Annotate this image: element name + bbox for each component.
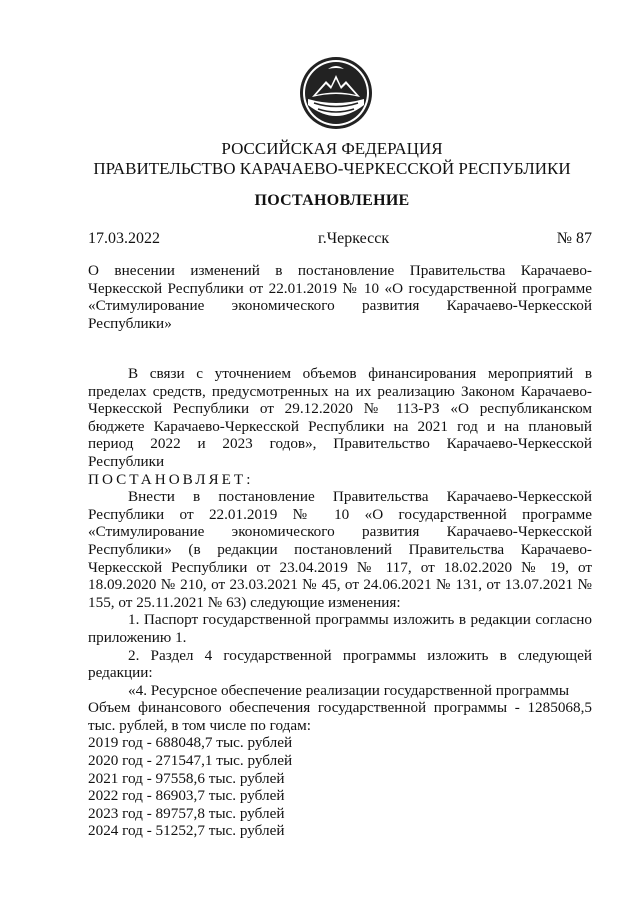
document-body [88,365,592,840]
document-type-title: ПОСТАНОВЛЕНИЕ [254,192,410,209]
paragraph-amendments: Внести в постановление Правительства Карачаево-Черкесской Республики от 22.01.2019 № 10 «О государственной программе «Стимулирование экономического развития Карачаево-Черкесской Республики» (в редакции постановлений Правительства Карачаево-Черкесской Республики от 23.04.2019 № 117, от 18.02.2020 № 19, от 18.09.2020 № 210, от 23.03.2021 № 45, от 24.06.2021 № 131, от 13.07.2021 № 155, от 25.11.2021 № 63) следующие изменения: [88,488,592,611]
funding-paragraph: Объем финансового обеспечения государственной программы - 1285068,5 тыс. рублей, в том числе по годам: [88,699,592,734]
document-number: № 87 [556,230,592,247]
header-country: РОССИЙСКАЯ ФЕДЕРАЦИЯ [221,139,443,158]
item-1: 1. Паспорт государственной программы изложить в редакции согласно приложению 1. [88,611,592,646]
year-line: 2022 год - 86903,7 тыс. рублей [88,787,285,805]
preamble-paragraph: В связи с уточнением объемов финансирования мероприятий в пределах средств, предусмотренных на их реализацию Законом Карачаево-Черкесской Республики от 29.12.2020 № 113-РЗ «О республиканском бюджете Карачаево-Черкесской Республики на 2021 год и на плановый период 2022 и 2023 годов», Правительство Карачаево-Черкесской Республики [88,365,592,470]
document-subject: О внесении изменений в постановление Правительства Карачаево-Черкесской Республики от 22.01.2019 № 10 «О государственной программе «Стимулирование экономического развития Карачаево-Черкесской Республики» [88,262,592,332]
year-line: 2019 год - 688048,7 тыс. рублей [88,734,293,752]
year-line: 2021 год - 97558,6 тыс. рублей [88,769,285,787]
item-2: 2. Раздел 4 государственной программы изложить в следующей редакции: [88,646,592,682]
year-line: 2023 год - 89757,8 тыс. рублей [88,804,285,822]
document-date: 17.03.2022 [88,230,160,247]
coat-of-arms-emblem [298,55,374,131]
year-line: 2020 год - 271547,1 тыс. рублей [88,752,293,770]
resolves-heading: ПОСТАНОВЛЯЕТ: [88,470,254,488]
section-4-title: «4. Ресурсное обеспечение реализации государственной программы [128,681,570,699]
year-line: 2024 год - 51252,7 тыс. рублей [88,822,285,840]
coat-of-arms-icon [298,55,374,131]
document-city: г.Черкесск [318,230,390,247]
header-government: ПРАВИТЕЛЬСТВО КАРАЧАЕВО-ЧЕРКЕССКОЙ РЕСПУБЛИКИ [93,159,571,178]
